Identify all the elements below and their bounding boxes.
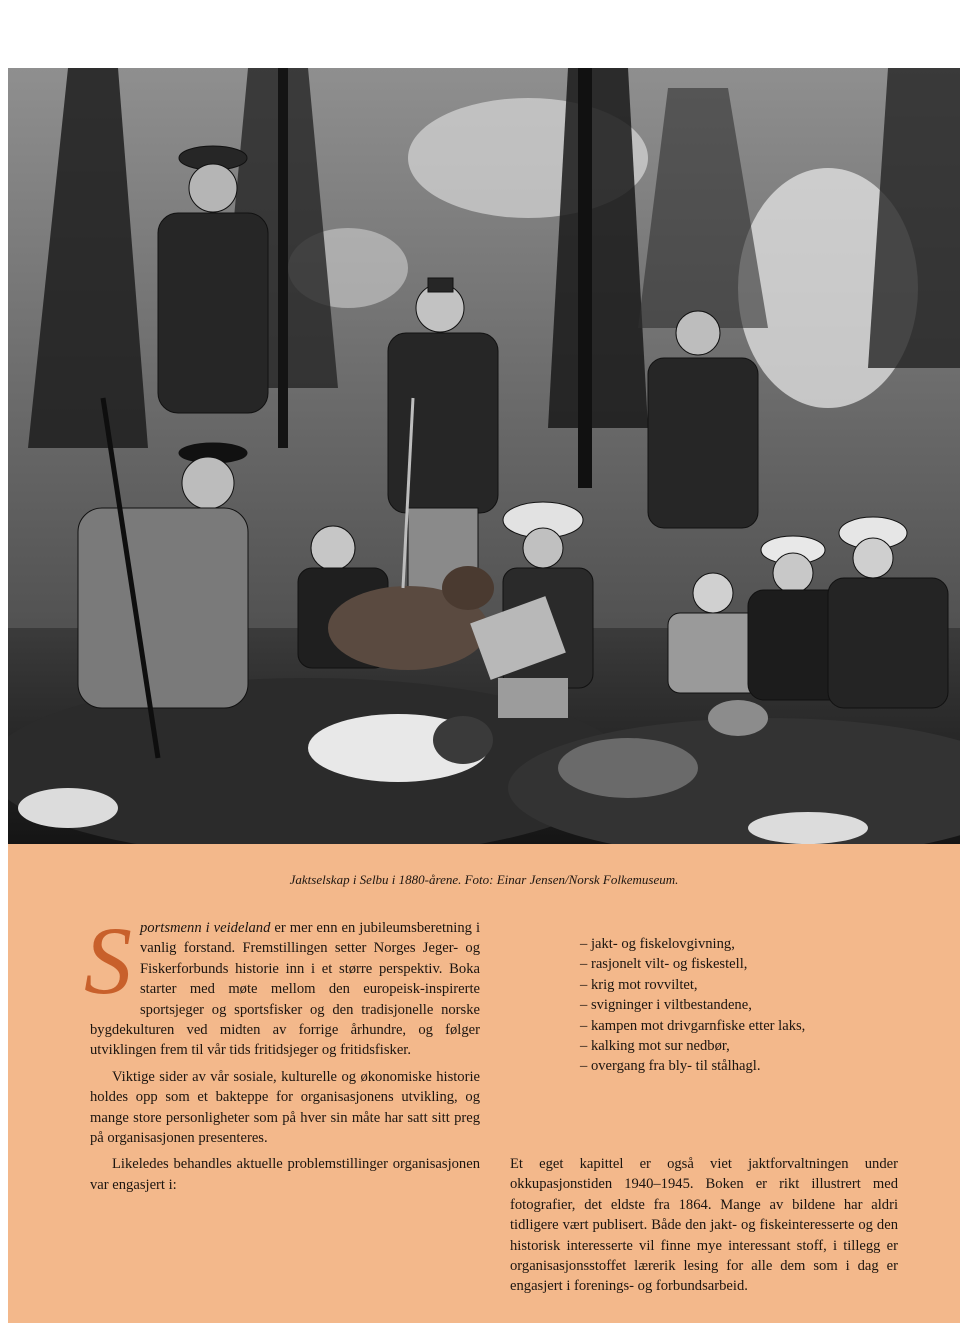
topic-item: – rasjonelt vilt- og fiskestell,	[580, 954, 898, 974]
topic-item: – jakt- og fiskelovgivning,	[580, 934, 898, 954]
intro-paragraph	[84, 907, 480, 1061]
hunting-party-photo-image	[8, 68, 960, 844]
historical-photo	[8, 68, 960, 844]
book-back-cover	[8, 68, 960, 1323]
dropcap-letter: S	[84, 907, 132, 1014]
topic-item: – krig mot rovviltet,	[580, 975, 898, 995]
topic-item: – svigninger i viltbestandene,	[580, 995, 898, 1015]
topic-item: – overgang fra bly- til stålhagl.	[580, 1056, 898, 1076]
paragraph-2: Viktige sider av vår sosiale, kulturelle og økonomiske historie holdes opp som et bakteppe for organisasjonens utvikling, og mange store personligheter som på hver sin måte har satt sitt preg på organisasjonen presenteres.	[90, 1068, 480, 1147]
closing-paragraph: Et eget kapittel er også viet jaktforvaltningen under okkupasjonstiden 1940–1945. Boken er rikt illustrert med fotografier, det eldste fra 1864. Mange av bildene har aldri tidligere vært publisert. Både den jakt- og fiskeinteresserte og den historisk interesserte vil finne mye interessant stoff, i tillegg er organisasjonsstoffet lærerik lesing for alle dem som i dag er engasjert i forenings- og forbundsarbeid.	[510, 1156, 898, 1295]
topic-item: – kalking mot sur nedbør,	[580, 1036, 898, 1056]
page-margin-top	[0, 0, 960, 68]
book-title-italic: portsmenn i veideland	[140, 920, 271, 936]
intro-text: er mer enn en jubileumsberetning i vanlig forstand. Fremstillingen setter Norges Jeger- og Fiskerforbunds historie inn i et større perspektiv. Boka starter med møte mellom den europeisk-inspirerte sportsjeger og sportsfisker og den tradisjonelle norske bygdekulturen ved midten av forrige århundre, og følger utviklingen frem til vår tids fritidsjeger og fritidsfisker.	[90, 920, 480, 1059]
topics-list	[580, 934, 898, 1077]
page-margin-left	[0, 0, 8, 1337]
photo-caption: Jaktselskap i Selbu i 1880-årene. Foto: Einar Jensen/Norsk Folkemuseum.	[289, 872, 679, 887]
page-margin-bottom	[0, 1323, 960, 1337]
description-left-column	[84, 907, 480, 1201]
paragraph-3: Likeledes behandles aktuelle problemstillinger organisasjonen var engasjert i:	[90, 1156, 480, 1193]
description-right-column	[510, 934, 898, 1295]
topic-item: – kampen mot drivgarnfiske etter laks,	[580, 1016, 898, 1036]
